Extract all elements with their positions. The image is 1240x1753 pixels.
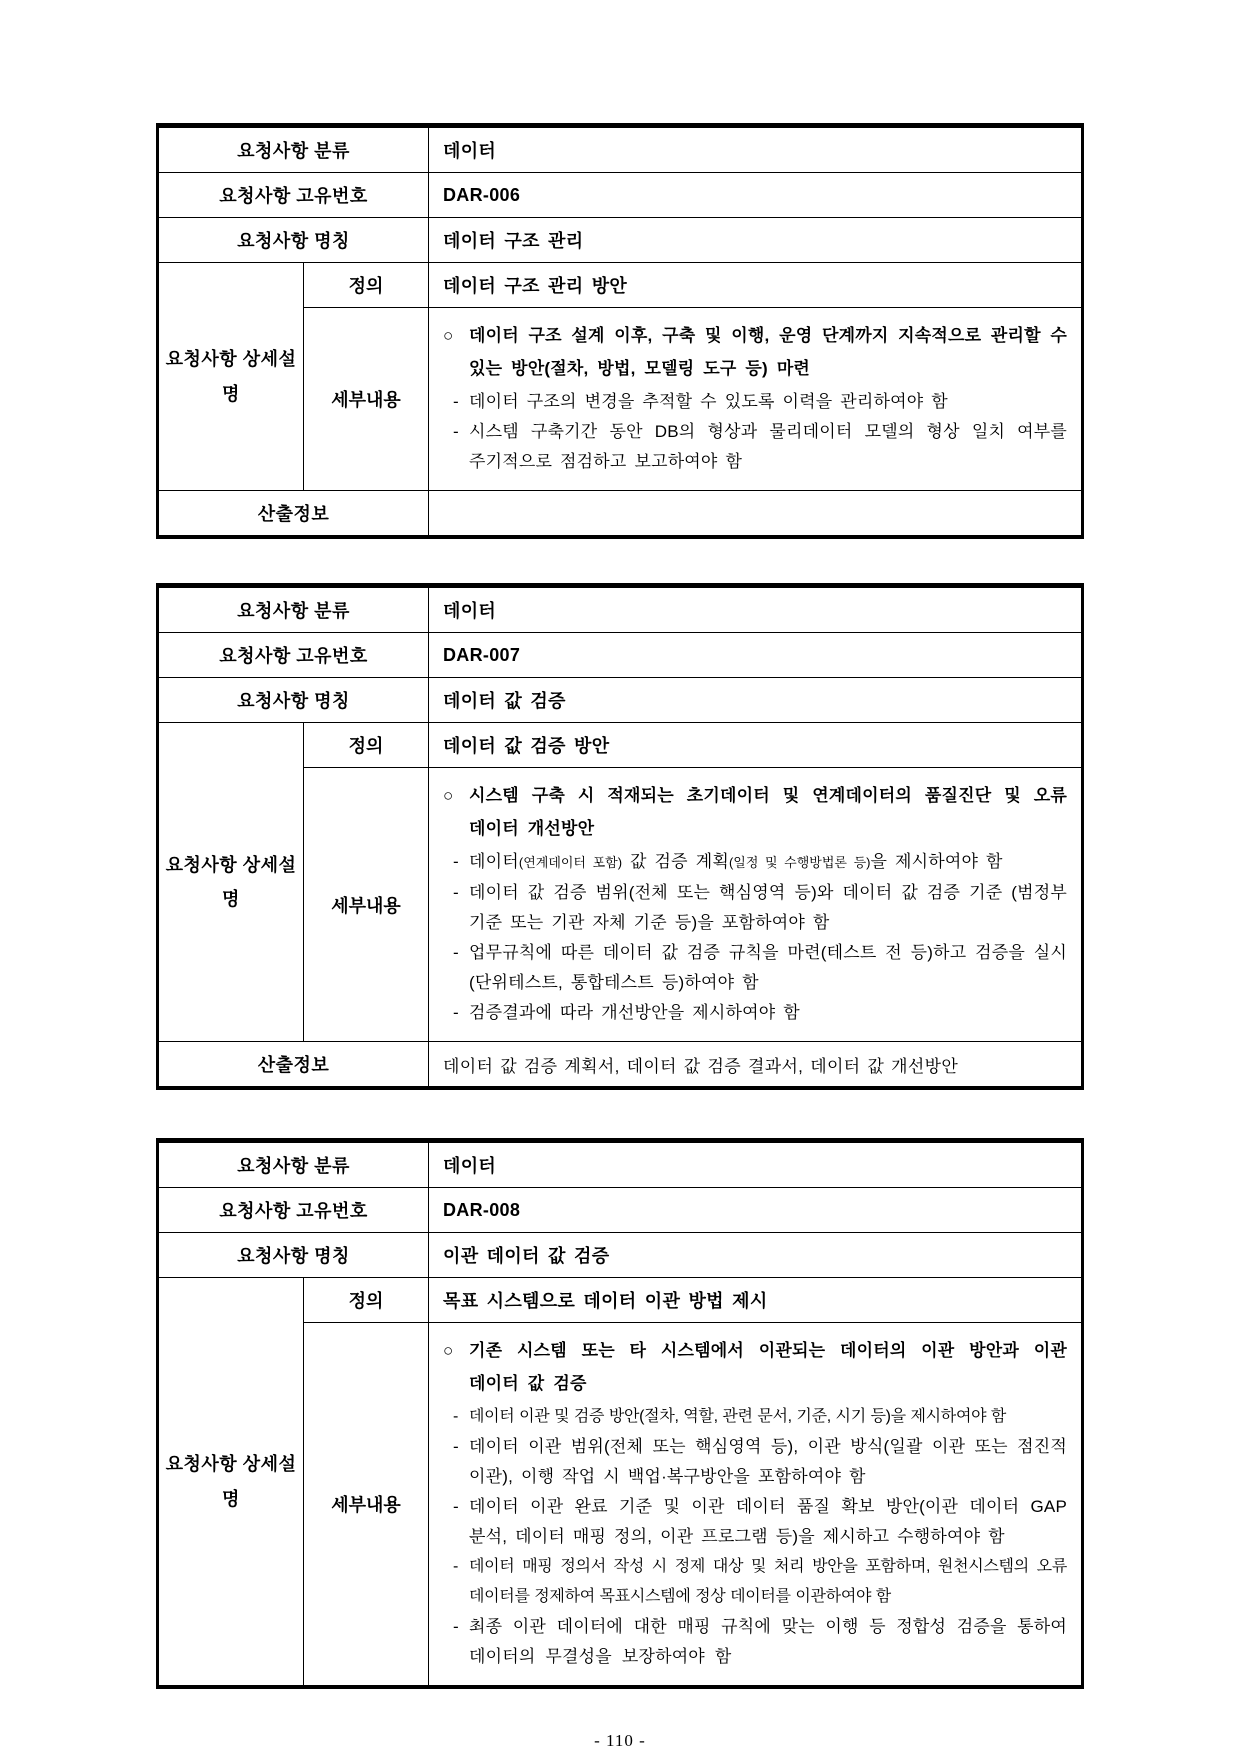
detail-section	[159, 722, 1081, 1041]
definition-value: 목표 시스템으로 데이터 이관 방법 제시	[443, 1291, 768, 1311]
detail-item: - 최종 이관 데이터에 대한 매핑 규칙에 맞는 이행 등 정합성 검증을 통하여 데이터의 무결성을 보장하여야 함	[443, 1612, 1067, 1672]
requirement-table-dar-007	[156, 583, 1084, 1090]
output-value	[429, 491, 1081, 535]
definition-value: 데이터 값 검증 방안	[443, 736, 610, 756]
output-row	[159, 1041, 1081, 1086]
bullet-marker: ○	[443, 1341, 454, 1360]
detail-item: - 데이터 매핑 정의서 작성 시 정제 대상 및 처리 방안을 포함하며, 원천시스템의 오류 데이터를 정제하여 목표시스템에 정상 데이터를 이관하여야 함	[443, 1552, 1067, 1612]
bullet-marker: ○	[443, 786, 454, 805]
detail-section-label: 요청사항 상세설명	[159, 263, 304, 490]
detail-item: ○ 데이터 구조 설계 이후, 구축 및 이행, 운영 단계까지 지속적으로 관리할 수 있는 방안(절차, 방법, 모델링 도구 등) 마련	[443, 319, 1067, 385]
id-row	[159, 632, 1081, 677]
category-row	[159, 1143, 1081, 1187]
category-row	[159, 128, 1081, 172]
bullet-marker: -	[453, 1497, 459, 1516]
output-value: 데이터 값 검증 계획서, 데이터 값 검증 결과서, 데이터 값 개선방안	[443, 1056, 959, 1076]
detail-section	[159, 1277, 1081, 1685]
output-row	[159, 490, 1081, 535]
detail-content-label: 세부내용	[304, 1322, 429, 1685]
detail-item: ○ 기존 시스템 또는 타 시스템에서 이관되는 데이터의 이관 방안과 이관 데이터 값 검증	[443, 1334, 1067, 1400]
name-value: 데이터 구조 관리	[443, 231, 584, 251]
category-value: 데이터	[443, 141, 497, 161]
name-row	[159, 1232, 1081, 1277]
name-label: 요청사항 명칭	[159, 1233, 429, 1277]
name-label: 요청사항 명칭	[159, 218, 429, 262]
detail-item: - 검증결과에 따라 개선방안을 제시하여야 함	[443, 998, 1067, 1028]
detail-item: - 시스템 구축기간 동안 DB의 형상과 물리데이터 모델의 형상 일치 여부를 주기적으로 점검하고 보고하여야 함	[443, 417, 1067, 477]
bullet-marker: -	[453, 392, 459, 411]
id-value: DAR-006	[443, 184, 521, 205]
bullet-marker: -	[453, 1408, 459, 1425]
bullet-marker: -	[453, 1617, 459, 1636]
name-value: 데이터 값 검증	[443, 691, 566, 711]
detail-content-value	[429, 767, 1081, 1041]
page-number: - 110 -	[594, 1731, 646, 1750]
bullet-marker: -	[453, 1437, 459, 1456]
id-label: 요청사항 고유번호	[159, 1188, 429, 1232]
detail-item: - 데이터 이관 완료 기준 및 이관 데이터 품질 확보 방안(이관 데이터 GAP 분석, 데이터 매핑 정의, 이관 프로그램 등)을 제시하고 수행하여야 함	[443, 1492, 1067, 1552]
id-row	[159, 1187, 1081, 1232]
detail-item: - 데이터(연계데이터 포함) 값 검증 계획(일정 및 수행방법론 등)을 제시하여야 함	[443, 847, 1067, 878]
definition-label: 정의	[304, 263, 429, 307]
detail-item: - 데이터 값 검증 범위(전체 또는 핵심영역 등)와 데이터 값 검증 기준 (범정부 기준 또는 기관 자체 기준 등)을 포함하여야 함	[443, 878, 1067, 938]
bullet-marker: -	[453, 1558, 459, 1575]
id-label: 요청사항 고유번호	[159, 173, 429, 217]
detail-item: - 업무규칙에 따른 데이터 값 검증 규칙을 마련(테스트 전 등)하고 검증을 실시(단위테스트, 통합테스트 등)하여야 함	[443, 938, 1067, 998]
bullet-marker: -	[453, 883, 459, 902]
id-value: DAR-008	[443, 1199, 521, 1220]
detail-section	[159, 262, 1081, 490]
detail-item: - 데이터 이관 및 검증 방안(절차, 역할, 관련 문서, 기준, 시기 등)을 제시하여야 함	[443, 1402, 1067, 1432]
category-label: 요청사항 분류	[159, 588, 429, 632]
output-label: 산출정보	[159, 491, 429, 535]
category-row	[159, 588, 1081, 632]
detail-item: - 데이터 구조의 변경을 추적할 수 있도록 이력을 관리하여야 함	[443, 387, 1067, 417]
definition-label: 정의	[304, 723, 429, 767]
document-page	[156, 0, 1084, 1751]
name-row	[159, 677, 1081, 722]
category-label: 요청사항 분류	[159, 1143, 429, 1187]
id-row	[159, 172, 1081, 217]
requirement-table-dar-008	[156, 1138, 1084, 1689]
name-label: 요청사항 명칭	[159, 678, 429, 722]
name-row	[159, 217, 1081, 262]
detail-content-label: 세부내용	[304, 307, 429, 490]
output-label: 산출정보	[159, 1042, 429, 1086]
detail-item: - 데이터 이관 범위(전체 또는 핵심영역 등), 이관 방식(일괄 이관 또는 점진적 이관), 이행 작업 시 백업·복구방안을 포함하여야 함	[443, 1432, 1067, 1492]
bullet-marker: -	[453, 422, 459, 441]
id-value: DAR-007	[443, 644, 521, 665]
detail-item: ○ 시스템 구축 시 적재되는 초기데이터 및 연계데이터의 품질진단 및 오류 데이터 개선방안	[443, 779, 1067, 845]
bullet-marker: -	[453, 1003, 459, 1022]
detail-content-label: 세부내용	[304, 767, 429, 1041]
id-label: 요청사항 고유번호	[159, 633, 429, 677]
detail-section-label: 요청사항 상세설명	[159, 1278, 304, 1685]
bullet-marker: ○	[443, 326, 454, 345]
name-value: 이관 데이터 값 검증	[443, 1246, 610, 1266]
category-value: 데이터	[443, 601, 497, 621]
detail-section-label: 요청사항 상세설명	[159, 723, 304, 1041]
bullet-marker: -	[453, 852, 459, 871]
requirement-table-dar-006	[156, 123, 1084, 539]
bullet-marker: -	[453, 943, 459, 962]
definition-value: 데이터 구조 관리 방안	[443, 276, 628, 296]
detail-content-value	[429, 307, 1081, 490]
detail-content-value	[429, 1322, 1081, 1685]
category-value: 데이터	[443, 1156, 497, 1176]
category-label: 요청사항 분류	[159, 128, 429, 172]
definition-label: 정의	[304, 1278, 429, 1322]
